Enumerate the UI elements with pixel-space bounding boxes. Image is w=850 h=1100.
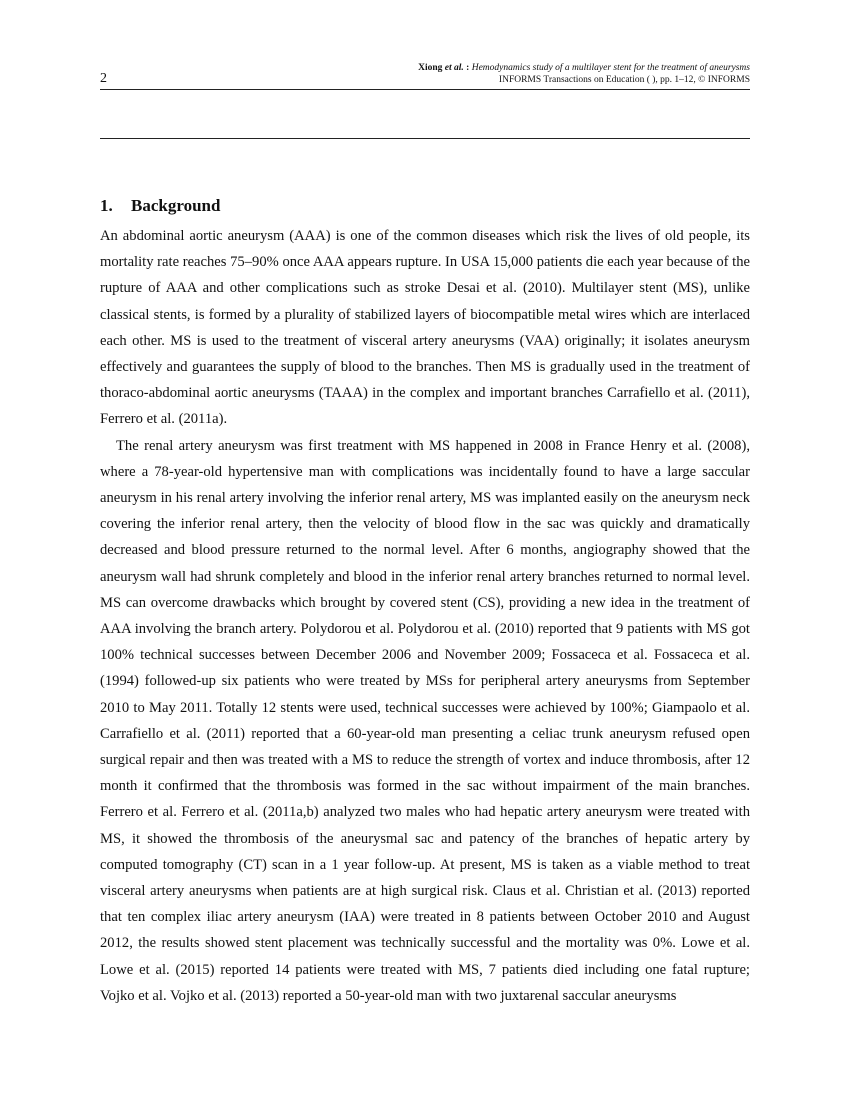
running-head [418,63,750,86]
header-title: Hemodynamics study of a multilayer stent for the treatment of aneurysms [471,63,750,73]
section-title: Background [131,196,221,215]
section-number: 1. [100,196,113,215]
journal-line: INFORMS Transactions on Education ( ), pp. 1–12, © INFORMS [498,74,750,85]
paragraph-2: The renal artery aneurysm was first treatment with MS happened in 2008 in France Henry et al. (2008), where a 78-year-old hypertensive man with complications was incidentally found to have a large saccular aneurysm in his renal artery involving the inferior renal artery, MS was implanted easily on the aneurysm neck covering the inferior renal artery, then the velocity of blood flow in the sac was quickly and dramatically decreased and blood pressure returned to the normal level. After 6 months, angiography showed that the aneurysm wall had shrunk completely and blood in the inferior renal artery branches returned to normal level. MS can overcome drawbacks which brought by covered stent (CS), providing a new idea in the treatment of AAA involving the branch artery. Polydorou et al. Polydorou et al. (2010) reported that 9 patients with MS got 100% technical successes between December 2006 and November 2009; Fossaceca et al. Fossaceca et al. (1994) followed-up six patients who were treated by MSs for peripheral artery aneurysms from September 2010 to May 2011. Totally 12 stents were used, technical successes were achieved by 100%; Giampaolo et al. Carrafiello et al. (2011) reported that a 60-year-old man presenting a celiac trunk aneurysm refused open surgical repair and then was treated with a MS to reduce the strength of vortex and induce thrombosis, after 12 month it confirmed that the thrombosis was formed in the sac without impairment of the main branches. Ferrero et al. Ferrero et al. (2011a,b) analyzed two males who had hepatic artery aneurysm were treated with MS, it showed the thrombosis of the aneurysmal sac and patency of the branches of hepatic artery by computed tomography (CT) scan in a 1 year follow-up. At present, MS is taken as a viable method to treat visceral artery aneurysms when patients are at high surgical risk. Claus et al. Christian et al. (2013) reported that ten complex iliac artery aneurysm (IAA) were treated in 8 patients between October 2010 and August 2012, the results showed stent placement was technically successful and the mortality was 0%. Lowe et al. Lowe et al. (2015) reported 14 patients were treated with MS, 7 patients died including one fatal rupture; Vojko et al. Vojko et al. (2013) reported a 50-year-old man with two juxtarenal saccular aneurysms [100,437,750,1004]
page-number: 2 [100,71,107,86]
body-text [100,223,750,1009]
running-header [100,63,750,90]
paragraph-1: An abdominal aortic aneurysm (AAA) is one of the common diseases which risk the lives of old people, its mortality rate reaches 75–90% once AAA appears rupture. In USA 15,000 patients die each year because of the rupture of AAA and other complications such as stroke Desai et al. (2010). Multilayer stent (MS), unlike classical stents, is formed by a plurality of stabilized layers of biocompatible metal wires which are interlaced each other. MS is used to the treatment of visceral artery aneurysms (VAA) originally; it isolates aneurysm effectively and guarantees the supply of blood to the branches. Then MS is gradually used in the treatment of thoraco-abdominal aortic aneurysms (TAAA) in the complex and important branches Carrafiello et al. (2011), Ferrero et al. (2011a). [100,228,750,428]
section-heading [100,196,220,216]
header-divider [100,138,750,139]
header-separator: : [463,63,472,73]
header-etal: et al. [444,63,464,73]
header-author: Xiong [418,63,443,73]
running-title-line [418,63,750,75]
